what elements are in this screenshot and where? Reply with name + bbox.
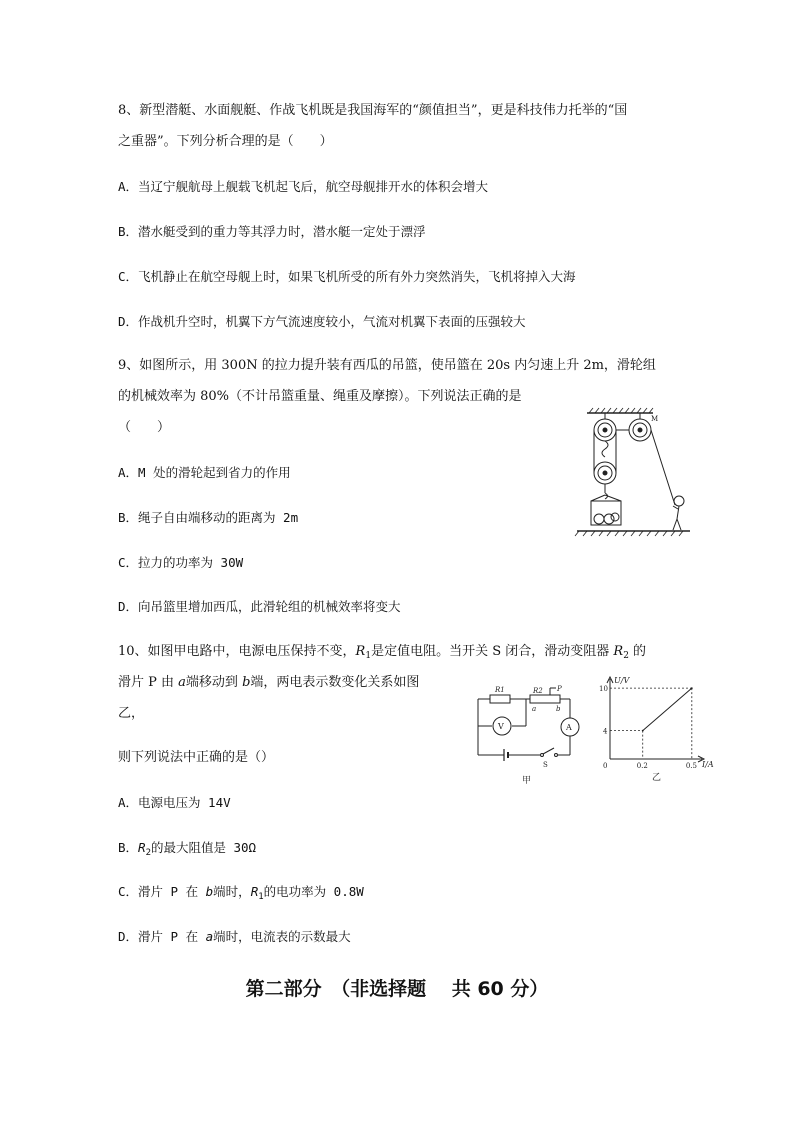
pulley-label-m: M (651, 415, 659, 423)
graph-point-1 (691, 687, 693, 689)
circuit-label-p: P (557, 685, 562, 693)
circuit-diagram (470, 683, 590, 788)
circuit-label-r1: R1 (495, 686, 505, 694)
graph-point-0 (642, 730, 644, 732)
q10-stem-line4: 则下列说法中正确的是（） (118, 750, 275, 765)
ui-graph (596, 673, 726, 788)
graph-ytick-0: 4 (603, 727, 608, 736)
q9-stem-line1: 9、如图所示，用 300N 的拉力提升装有西瓜的吊篮，使吊篮在 20s 内匀速上升 2m，滑轮组 (118, 358, 656, 373)
q9-option-d: D．向吊篮里增加西瓜，此滑轮组的机械效率将变大 (118, 599, 401, 614)
graph-ytick-1: 10 (599, 685, 608, 694)
ammeter-symbol: A (566, 723, 572, 732)
q9-stem-line2: 的机械效率为 80%（不计吊篮重量、绳重及摩擦）。下列说法正确的是 (118, 389, 522, 404)
graph-data-line (643, 688, 692, 731)
circuit-label-r2: R2 (533, 687, 543, 695)
q9-stem-line3: （ ） (118, 420, 171, 435)
q9-option-b: B．绳子自由端移动的距离为 2m (118, 510, 299, 525)
q10-stem-line3: 乙， (118, 706, 145, 721)
q8-option-c: C．飞机静止在航空母舰上时，如果飞机所受的所有外力突然消失，飞机将掉入大海 (118, 269, 576, 284)
q8-stem-line2: 之重器”。下列分析合理的是（ ） (118, 134, 333, 149)
q9-option-a: A．M 处的滑轮起到省力的作用 (118, 465, 291, 480)
q10-stem-line2: 滑片 P 由 a端移动到 b端，两电表示数变化关系如图 (118, 675, 420, 690)
q8-option-d: D．作战机升空时，机翼下方气流速度较小，气流对机翼下表面的压强较大 (118, 314, 526, 329)
section-title: 第二部分 （非选择题 共 60 分） (245, 978, 549, 1000)
circuit-caption: 甲 (522, 776, 532, 786)
circuit-label-s: S (543, 761, 548, 769)
pulley-figure (575, 405, 695, 540)
q8-option-b: B．潜水艇受到的重力等其浮力时，潜水艇一定处于漂浮 (118, 224, 426, 239)
circuit-label-a: a (532, 705, 537, 713)
q10-option-d: D．滑片 P 在 a端时，电流表的示数最大 (118, 929, 351, 944)
circuit-label-b: b (556, 705, 561, 713)
graph-origin: 0 (603, 762, 608, 770)
graph-ylabel: U/V (614, 676, 630, 685)
graph-xlabel: I/A (702, 760, 714, 769)
q10-option-b: B．$R_2$的最大阻值是 30Ω (118, 840, 257, 858)
voltmeter-symbol: V (498, 722, 504, 731)
graph-caption: 乙 (652, 773, 662, 783)
q9-option-c: C．拉力的功率为 30W (118, 555, 244, 570)
graph-xtick-0: 0.2 (636, 762, 648, 770)
q10-option-a: A．电源电压为 14V (118, 795, 231, 810)
q10-option-c: C．滑片 P 在 b端时，$R_1$的电功率为 0.8W (118, 884, 364, 902)
q8-stem-line1: 8、新型潜艇、水面舰艇、作战飞机既是我国海军的“颜值担当”，更是科技伟力托举的“国 (118, 103, 628, 118)
q8-option-a: A．当辽宁舰航母上舰载飞机起飞后，航空母舰排开水的体积会增大 (118, 179, 489, 194)
q10-stem-line1: 10、如图甲电路中，电源电压保持不变，$R_1$是定值电阻。当开关 S 闭合，滑动变阻器 $R_2$ 的 (118, 644, 647, 661)
graph-xtick-1: 0.5 (685, 762, 697, 770)
